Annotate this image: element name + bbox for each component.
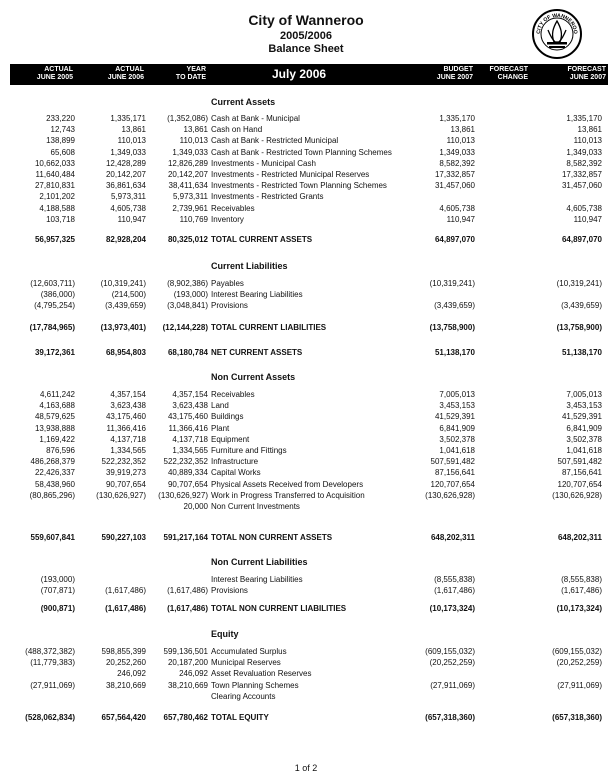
cell-a06: 5,973,311 <box>111 192 146 202</box>
cell-a05: 10,662,033 <box>34 158 75 168</box>
cell-a05: 103,718 <box>46 214 75 224</box>
table-row <box>0 214 612 225</box>
cell-a05: (193,000) <box>40 575 75 584</box>
cell-ytd: 246,092 <box>179 669 208 679</box>
cell-ytd: 1,349,033 <box>172 147 208 157</box>
cell-a06: 657,564,420 <box>101 713 146 722</box>
table-row <box>0 423 612 434</box>
cell-budget: 64,897,070 <box>434 235 475 244</box>
total-row <box>0 322 612 333</box>
cell-forecast: (20,252,259) <box>556 658 602 668</box>
cell-a05: (386,000) <box>40 290 75 300</box>
header-line: BUDGET <box>443 66 473 73</box>
row-label: Inventory <box>211 214 244 224</box>
financial-year: 2005/2006 <box>280 30 332 42</box>
cell-ytd: 110,013 <box>179 136 208 146</box>
total-row <box>0 234 612 245</box>
table-row <box>0 668 612 679</box>
table-row <box>0 180 612 191</box>
row-label: Equipment <box>211 434 250 444</box>
row-label: Provisions <box>211 586 248 596</box>
cell-a05: (80,865,296) <box>29 490 75 500</box>
cell-budget: (10,319,241) <box>429 279 475 288</box>
cell-a06: 4,357,154 <box>110 390 146 399</box>
cell-a05: (11,779,383) <box>30 658 75 668</box>
cell-ytd: 20,187,200 <box>167 658 208 668</box>
cell-budget: 13,861 <box>450 125 475 135</box>
cell-a06: (1,617,486) <box>105 586 146 596</box>
cell-forecast: 648,202,311 <box>557 533 602 542</box>
row-label: NET CURRENT ASSETS <box>211 348 303 357</box>
cell-forecast: 3,502,378 <box>566 434 602 444</box>
cell-budget: (130,626,928) <box>425 490 475 500</box>
cell-ytd: 4,137,718 <box>172 434 208 444</box>
cell-ytd: (1,617,486) <box>167 586 208 596</box>
cell-budget: 648,202,311 <box>430 533 475 542</box>
cell-a05: 11,640,484 <box>35 170 75 179</box>
cell-a05: (488,372,382) <box>25 647 75 656</box>
table-row <box>0 456 612 467</box>
cell-ytd: 40,889,334 <box>167 468 208 478</box>
row-label: Non Current Investments <box>211 502 300 511</box>
table-row <box>0 147 612 158</box>
header-line: ACTUAL <box>115 66 144 73</box>
cell-forecast: 64,897,070 <box>561 235 602 244</box>
cell-ytd: 5,973,311 <box>173 192 208 202</box>
cell-forecast: 8,582,392 <box>566 158 602 168</box>
cell-a05: (27,911,069) <box>30 680 75 690</box>
row-label: Infrastructure <box>211 457 259 467</box>
row-label: Physical Assets Received from Developers <box>211 479 364 489</box>
cell-a05: 22,426,337 <box>34 468 75 478</box>
cell-a06: 110,947 <box>117 214 146 224</box>
page-number: 1 of 2 <box>294 763 318 773</box>
total-row <box>0 532 612 543</box>
section-heading: Equity <box>211 629 239 639</box>
cell-a05: (707,871) <box>40 586 75 596</box>
cell-a06: 1,334,565 <box>110 446 146 455</box>
table-row <box>0 278 612 289</box>
city-seal-logo <box>531 8 583 60</box>
cell-ytd: 4,357,154 <box>172 390 208 399</box>
cell-ytd: 657,780,462 <box>163 713 208 722</box>
section-heading: Current Liabilities <box>211 261 288 271</box>
table-row <box>0 124 612 135</box>
cell-a05: (900,871) <box>40 604 75 613</box>
cell-forecast: (1,617,486) <box>561 586 602 596</box>
row-label: Investments - Restricted Municipal Reserves <box>211 170 370 179</box>
cell-forecast: 6,841,909 <box>566 423 602 433</box>
cell-a05: 2,101,202 <box>39 192 75 202</box>
cell-ytd: 90,707,654 <box>167 479 208 489</box>
cell-a05: 486,268,379 <box>30 457 75 467</box>
header-line: JUNE 2007 <box>569 74 606 81</box>
cell-a06: 246,092 <box>117 669 146 679</box>
table-row <box>0 135 612 146</box>
cell-a06: 36,861,634 <box>105 181 146 191</box>
cell-a05: 559,607,841 <box>30 533 75 542</box>
cell-ytd: (130,626,927) <box>158 490 208 500</box>
cell-ytd: 11,366,416 <box>168 423 208 433</box>
section-heading: Current Assets <box>211 97 276 107</box>
cell-a06: (13,973,401) <box>100 323 146 332</box>
cell-ytd: 20,142,207 <box>167 170 208 179</box>
cell-budget: 8,582,392 <box>439 158 475 168</box>
table-row <box>0 191 612 202</box>
header-line: FORECAST <box>489 66 528 73</box>
cell-a06: 38,210,669 <box>105 680 146 690</box>
row-label: TOTAL NON CURRENT ASSETS <box>211 533 333 542</box>
cell-ytd: 80,325,012 <box>167 235 208 244</box>
cell-forecast: 120,707,654 <box>557 479 602 489</box>
cell-a05: (12,603,711) <box>30 279 75 288</box>
cell-a05: 4,611,242 <box>40 390 75 399</box>
row-label: Payables <box>211 279 244 288</box>
header-line: JUNE 2005 <box>36 74 73 81</box>
cell-budget: 3,502,378 <box>439 434 475 444</box>
cell-ytd: 20,000 <box>183 502 208 511</box>
cell-budget: 110,947 <box>446 214 475 224</box>
row-label: Cash on Hand <box>211 125 263 135</box>
row-label: Cash at Bank - Restricted Municipal <box>211 136 339 146</box>
total-row <box>0 712 612 723</box>
cell-a06: 1,335,171 <box>110 114 146 123</box>
row-label: Municipal Reserves <box>211 658 281 668</box>
cell-forecast: (13,758,900) <box>556 323 602 332</box>
cell-a06: 11,366,416 <box>106 423 146 433</box>
cell-forecast: 3,453,153 <box>566 401 602 411</box>
cell-budget: (10,173,324) <box>429 604 475 613</box>
table-row <box>0 680 612 691</box>
cell-forecast: 1,349,033 <box>566 147 602 157</box>
cell-budget: 507,591,482 <box>430 457 475 467</box>
cell-ytd: (193,000) <box>173 290 208 300</box>
table-row <box>0 657 612 668</box>
cell-forecast: 51,138,170 <box>561 348 602 357</box>
row-label: Cash at Bank - Municipal <box>211 114 300 123</box>
cell-budget: 6,841,909 <box>439 423 475 433</box>
table-row <box>0 203 612 214</box>
cell-ytd: 599,136,501 <box>163 647 208 656</box>
row-label: Investments - Restricted Town Planning Schemes <box>211 181 387 191</box>
cell-a05: 138,899 <box>46 136 75 146</box>
row-label: Investments - Municipal Cash <box>211 158 316 168</box>
cell-a05: 65,608 <box>50 147 75 157</box>
cell-forecast: (3,439,659) <box>561 301 602 311</box>
cell-ytd: 12,826,289 <box>167 158 208 168</box>
cell-budget: 1,335,170 <box>439 114 475 123</box>
row-label: Work in Progress Transferred to Acquisition <box>211 490 365 500</box>
cell-budget: 17,332,857 <box>434 170 475 179</box>
cell-a05: 233,220 <box>46 114 75 123</box>
cell-budget: (609,155,032) <box>425 647 475 656</box>
row-label: Cash at Bank - Restricted Town Planning Schemes <box>211 147 392 157</box>
row-label: Town Planning Schemes <box>211 680 299 690</box>
cell-ytd: (3,048,841) <box>167 301 208 311</box>
cell-a06: 598,855,399 <box>101 647 146 656</box>
row-label: TOTAL EQUITY <box>211 713 269 722</box>
row-label: Furniture and Fittings <box>211 446 287 455</box>
table-row <box>0 574 612 585</box>
header-line: FORECAST <box>567 66 606 73</box>
cell-budget: 7,005,013 <box>439 390 475 399</box>
cell-a06: 82,928,204 <box>105 235 146 244</box>
organisation-title: City of Wanneroo <box>248 12 364 28</box>
cell-a06: (10,319,241) <box>100 279 146 288</box>
cell-ytd: 2,739,961 <box>172 203 208 213</box>
cell-forecast: 1,041,618 <box>566 446 602 455</box>
cell-forecast: 507,591,482 <box>557 457 602 467</box>
actual-2006-header <box>108 66 144 82</box>
table-row <box>0 434 612 445</box>
table-row <box>0 467 612 478</box>
cell-a06: 522,232,352 <box>101 457 146 467</box>
cell-budget: 1,349,033 <box>439 147 475 157</box>
cell-forecast: (8,555,838) <box>561 575 602 584</box>
cell-forecast: 110,013 <box>573 136 602 146</box>
cell-a06: (1,617,486) <box>105 604 146 613</box>
header-line: July 2006 <box>272 67 327 81</box>
table-row <box>0 300 612 311</box>
cell-ytd: (8,902,386) <box>167 279 208 288</box>
section-heading: Non Current Liabilities <box>211 557 308 567</box>
cell-budget: 41,529,391 <box>434 412 475 422</box>
row-label: Investments - Restricted Grants <box>211 192 324 202</box>
cell-ytd: 43,175,460 <box>167 412 208 422</box>
header-line: TO DATE <box>175 74 206 81</box>
cell-ytd: (1,352,086) <box>167 114 208 123</box>
row-label: TOTAL NON CURRENT LIABILITIES <box>211 604 347 613</box>
cell-ytd: (1,617,486) <box>167 604 208 613</box>
cell-a06: 43,175,460 <box>105 412 146 422</box>
cell-a05: 58,438,960 <box>34 479 75 489</box>
table-row <box>0 169 612 180</box>
cell-budget: (8,555,838) <box>434 575 475 584</box>
column-header-bar <box>10 64 608 85</box>
row-label: Asset Revaluation Reserves <box>211 669 312 679</box>
month-header <box>272 67 326 81</box>
header-line: JUNE 2006 <box>107 74 144 81</box>
cell-a06: 3,623,438 <box>110 401 146 411</box>
cell-forecast: (27,911,069) <box>557 680 602 690</box>
total-row <box>0 603 612 614</box>
cell-budget: 120,707,654 <box>430 479 475 489</box>
header-line: CHANGE <box>497 74 528 81</box>
cell-forecast: 17,332,857 <box>561 170 602 179</box>
cell-ytd: 1,334,565 <box>172 446 208 455</box>
cell-a06: 13,861 <box>121 125 146 135</box>
row-label: Accumulated Surplus <box>211 647 287 656</box>
table-row <box>0 411 612 422</box>
table-row <box>0 113 612 124</box>
cell-a05: 12,743 <box>50 125 75 135</box>
cell-forecast: 110,947 <box>573 214 602 224</box>
cell-a06: (3,439,659) <box>105 301 146 311</box>
row-label: TOTAL CURRENT ASSETS <box>211 235 313 244</box>
cell-a06: (214,500) <box>111 290 146 300</box>
table-row <box>0 389 612 400</box>
cell-budget: 87,156,641 <box>434 468 475 478</box>
row-label: Interest Bearing Liabilities <box>211 575 303 584</box>
cell-forecast: (10,173,324) <box>556 604 602 613</box>
cell-ytd: 522,232,352 <box>163 457 208 467</box>
header-line: ACTUAL <box>44 66 73 73</box>
cell-ytd: 38,411,634 <box>168 181 208 191</box>
cell-budget: (3,439,659) <box>434 301 475 311</box>
table-row <box>0 158 612 169</box>
cell-a06: 39,919,273 <box>105 468 146 478</box>
row-label: Receivables <box>211 390 255 399</box>
cell-a06: 4,605,738 <box>110 203 146 213</box>
cell-a05: 48,579,625 <box>34 412 75 422</box>
document-title: Balance Sheet <box>268 43 344 55</box>
cell-ytd: 110,769 <box>179 214 208 224</box>
cell-ytd: (12,144,228) <box>162 323 208 332</box>
cell-a06: 590,227,103 <box>101 533 146 542</box>
table-row <box>0 400 612 411</box>
cell-ytd: 591,217,164 <box>163 533 208 542</box>
cell-a06: 20,142,207 <box>105 170 146 179</box>
table-row <box>0 479 612 490</box>
table-row <box>0 501 612 512</box>
cell-a05: 1,169,422 <box>39 434 75 444</box>
cell-a05: 27,810,831 <box>34 181 75 191</box>
cell-budget: 110,013 <box>446 136 475 146</box>
cell-forecast: 31,457,060 <box>561 181 602 191</box>
row-label: Land <box>211 401 229 411</box>
section-heading: Non Current Assets <box>211 372 296 382</box>
row-label: Buildings <box>211 412 244 422</box>
svg-text:CITY OF WANNEROO: CITY OF WANNEROO <box>535 12 579 35</box>
table-row <box>0 691 612 702</box>
cell-budget: 1,041,618 <box>439 446 475 455</box>
cell-forecast: (130,626,928) <box>552 490 602 500</box>
cell-budget: (657,318,360) <box>425 713 475 722</box>
header-line: YEAR <box>186 66 206 73</box>
row-label: Plant <box>211 423 230 433</box>
cell-ytd: 68,180,784 <box>167 348 208 357</box>
total-row <box>0 347 612 358</box>
cell-forecast: 1,335,170 <box>566 114 602 123</box>
forecast-change-header <box>490 66 529 82</box>
cell-forecast: (657,318,360) <box>552 713 602 722</box>
table-row <box>0 585 612 596</box>
table-row <box>0 646 612 657</box>
header-line: JUNE 2007 <box>436 74 473 81</box>
cell-a05: (528,062,834) <box>25 713 75 722</box>
row-label: Capital Works <box>211 468 261 478</box>
row-label: Interest Bearing Liabilities <box>211 290 303 300</box>
cell-a06: 68,954,803 <box>105 348 146 357</box>
cell-budget: (13,758,900) <box>429 323 475 332</box>
table-row <box>0 445 612 456</box>
actual-2005-header <box>37 66 73 82</box>
row-label: Receivables <box>211 203 255 213</box>
cell-a05: (4,795,254) <box>34 301 75 311</box>
cell-a05: 4,163,688 <box>39 401 75 411</box>
cell-a06: 12,428,289 <box>105 158 146 168</box>
cell-budget: (27,911,069) <box>430 680 475 690</box>
cell-ytd: 13,861 <box>183 125 208 135</box>
row-label: Provisions <box>211 301 248 311</box>
cell-a05: 4,188,588 <box>39 203 75 213</box>
cell-forecast: 87,156,641 <box>561 468 602 478</box>
cell-a06: 1,349,033 <box>110 147 146 157</box>
cell-a06: (130,626,927) <box>96 490 146 500</box>
table-row <box>0 289 612 300</box>
row-label: Clearing Accounts <box>211 691 276 701</box>
cell-ytd: 3,623,438 <box>172 401 208 411</box>
budget-2007-header <box>437 66 473 82</box>
year-to-date-header <box>176 66 206 82</box>
cell-a06: 110,013 <box>117 136 146 146</box>
forecast-2007-header <box>568 66 607 82</box>
cell-forecast: 4,605,738 <box>566 203 602 213</box>
cell-forecast: (609,155,032) <box>552 647 602 656</box>
cell-forecast: 41,529,391 <box>561 412 602 422</box>
cell-budget: 3,453,153 <box>439 401 475 411</box>
table-row <box>0 490 612 501</box>
cell-budget: (20,252,259) <box>429 658 475 668</box>
cell-a05: 39,172,361 <box>34 348 75 357</box>
cell-forecast: (10,319,241) <box>556 279 602 288</box>
cell-a05: 56,957,325 <box>34 235 75 244</box>
cell-budget: 31,457,060 <box>434 181 475 191</box>
cell-forecast: 7,005,013 <box>566 390 602 399</box>
cell-a06: 20,252,260 <box>105 658 146 668</box>
cell-budget: 51,138,170 <box>434 348 475 357</box>
cell-forecast: 13,861 <box>577 125 602 135</box>
cell-a05: 13,938,888 <box>34 423 75 433</box>
cell-a05: 876,596 <box>46 446 75 455</box>
cell-budget: 4,605,738 <box>439 203 475 213</box>
cell-a06: 90,707,654 <box>105 479 146 489</box>
row-label: TOTAL CURRENT LIABILITIES <box>211 323 327 332</box>
cell-budget: (1,617,486) <box>434 586 475 596</box>
cell-ytd: 38,210,669 <box>167 680 208 690</box>
cell-a06: 4,137,718 <box>110 434 146 444</box>
cell-a05: (17,784,965) <box>29 323 75 332</box>
